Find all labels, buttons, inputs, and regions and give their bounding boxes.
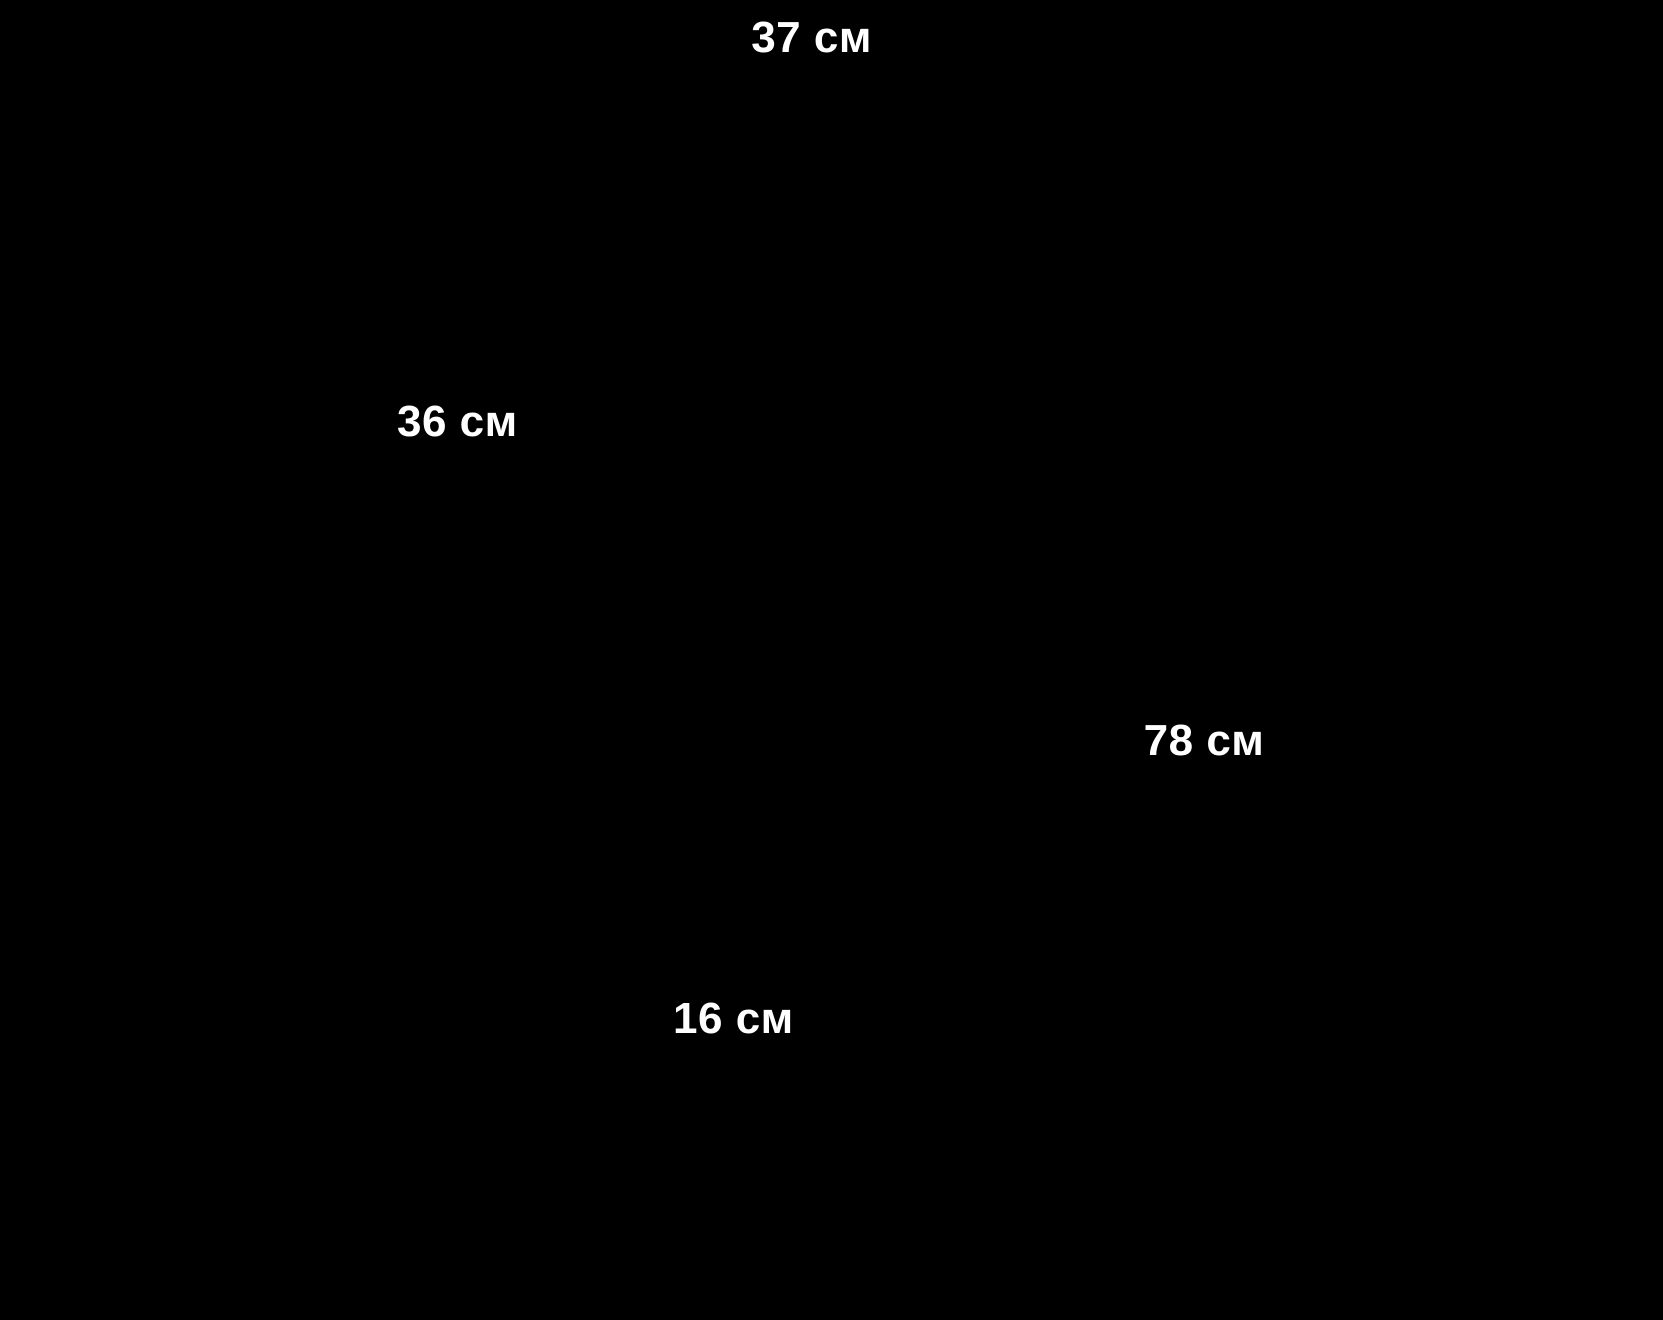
dimension-label-top-37cm: 37 см <box>751 13 872 63</box>
dimension-label-left-36cm: 36 см <box>396 397 518 447</box>
dimension-label-right-78cm: 78 см <box>1143 715 1265 765</box>
dimension-label-bottom-16cm: 16 см <box>673 994 794 1044</box>
